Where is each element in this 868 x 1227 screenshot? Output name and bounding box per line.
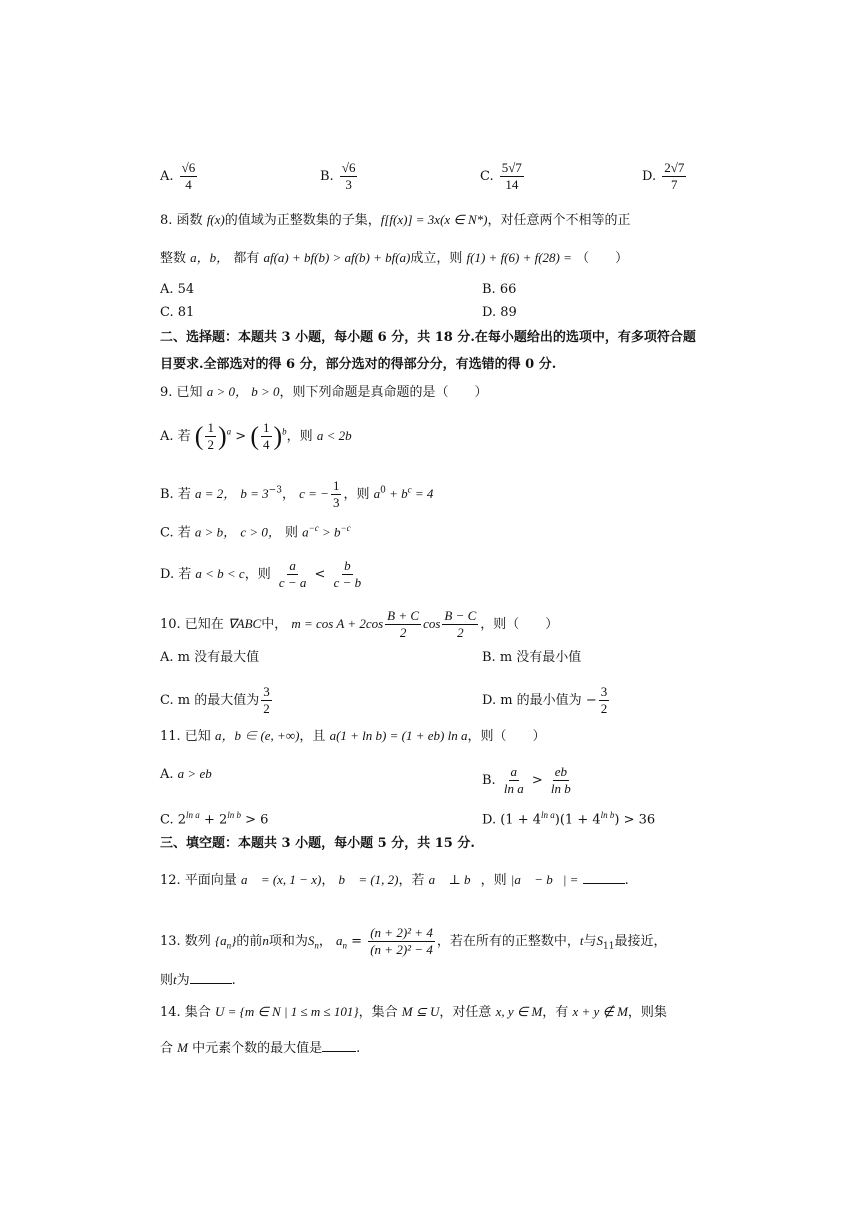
exponent: ln b <box>600 810 615 820</box>
math: + b <box>385 486 408 501</box>
text: 项和为 <box>268 934 308 949</box>
numerator: b <box>344 558 351 573</box>
text: 8. 函数 <box>160 213 203 228</box>
denominator: c − a <box>278 575 307 590</box>
denominator: 2 <box>457 625 464 640</box>
denominator: 3 <box>345 177 352 192</box>
math: c > 0， <box>240 524 281 540</box>
text: 成立，则 <box>410 251 463 266</box>
text: 整数 <box>160 251 187 266</box>
q10-option-b: B. m 没有最小值 <box>482 650 582 665</box>
exponent: 0 <box>380 485 386 496</box>
section2-heading-line1: 二、选择题：本题共 3 小题，每小题 6 分，共 18 分.在每小题给出的选项中，有多项符合题 <box>160 330 696 345</box>
math: + 2 <box>199 812 228 828</box>
numerator: 2√7 <box>664 160 685 175</box>
text: ，则集 <box>627 1005 667 1020</box>
q13-stem-line2 <box>160 970 236 991</box>
math: a⃗ = (x, 1 − x) <box>240 872 322 887</box>
q9-stem <box>160 382 488 403</box>
q8-stem-line1 <box>160 210 631 231</box>
math: a，b ∈ (e, +∞) <box>214 728 300 743</box>
text: 为 <box>176 973 190 988</box>
text: 中元素个数的最大值是 <box>192 1041 323 1056</box>
q7-option-c <box>480 160 526 193</box>
exponent: c <box>407 484 412 495</box>
text: 14. 集合 <box>160 1005 211 1020</box>
q11-option-d <box>482 805 655 830</box>
denominator: (n + 2)² − 4 <box>370 942 433 957</box>
denominator: 14 <box>505 177 519 192</box>
fraction <box>500 160 524 193</box>
numerator: (n + 2)² + 4 <box>370 925 433 940</box>
math: cos <box>423 616 441 631</box>
text: C. m 的最大值为 <box>160 693 260 708</box>
numerator: 3 <box>600 684 608 699</box>
q10-stem <box>160 608 558 641</box>
math: a <box>302 524 309 540</box>
fraction <box>277 558 309 591</box>
numerator: √6 <box>181 160 196 175</box>
text: 最接近， <box>614 934 667 949</box>
text: 则 <box>160 973 174 988</box>
math: = 4 <box>411 486 434 501</box>
math: t <box>173 972 177 987</box>
operator: > <box>531 773 543 788</box>
denominator: 3 <box>332 495 340 510</box>
denominator: 2 <box>600 701 608 716</box>
math: m = cos A + 2cos <box>291 616 384 631</box>
numerator: B − C <box>444 608 477 623</box>
numerator: 1 <box>332 478 340 493</box>
math: M <box>177 1040 188 1055</box>
fraction <box>340 160 358 193</box>
numerator: a <box>289 558 296 573</box>
q8-option-b: B. 66 <box>482 282 517 297</box>
math: {a <box>214 933 227 948</box>
operator: > <box>235 429 247 444</box>
text: 11. 已知 <box>160 729 211 744</box>
exponent: a <box>226 426 232 437</box>
answer-paren: （ ） <box>576 251 629 266</box>
text: ，若在所有的正整数中， <box>436 934 580 949</box>
paren: ) <box>217 421 227 451</box>
text: D. m 的最小值为 − <box>482 693 597 708</box>
exponent: b <box>282 426 287 437</box>
math: a <box>336 933 343 948</box>
q8-option-d: D. 89 <box>482 305 517 320</box>
text: . <box>624 873 629 888</box>
text: ，有 <box>542 1005 569 1020</box>
numerator: 1 <box>207 420 214 435</box>
numerator: √6 <box>341 160 356 175</box>
fraction <box>331 478 342 511</box>
q8-option-c: C. 81 <box>160 305 195 320</box>
math: a > 0， b > 0 <box>206 384 280 399</box>
text: ，则 <box>343 487 370 502</box>
fraction <box>332 558 364 591</box>
subscript: n <box>314 940 319 951</box>
subscript: n <box>226 940 232 951</box>
q10-option-c <box>160 684 274 717</box>
option-label: B. <box>320 169 334 184</box>
operator: < <box>314 567 326 582</box>
option-label: C. 若 <box>160 525 191 541</box>
numerator: B + C <box>387 608 420 623</box>
math: a(1 + ln b) = (1 + eb) ln a <box>329 728 468 743</box>
q11-option-a <box>160 764 212 785</box>
math: S <box>596 933 603 948</box>
option-label: D. 若 <box>160 567 192 582</box>
option-label: B. <box>482 773 496 788</box>
math: f(x) <box>206 212 225 227</box>
q7-option-b <box>320 160 359 193</box>
text: 都有 <box>233 251 260 266</box>
text: ，则 <box>480 873 507 888</box>
text: ， <box>321 873 335 888</box>
math: a⃗ ⊥ b⃗ <box>428 872 481 887</box>
exponent: −c <box>308 523 319 533</box>
text: ，则下列命题是真命题的是（ ） <box>279 385 488 400</box>
numerator: 5√7 <box>501 160 522 175</box>
exponent: ln a <box>186 810 200 820</box>
math: S <box>307 933 315 948</box>
answer-blank <box>322 1039 356 1052</box>
q7-option-d <box>642 160 688 193</box>
math: af(a) + bf(b) > af(b) + bf(a) <box>263 250 411 265</box>
math: (1 + 4 <box>500 812 542 828</box>
text: ，集合 <box>358 1005 398 1020</box>
denominator: 7 <box>671 177 678 192</box>
math: M ⊆ U <box>401 1004 440 1019</box>
paren: ) <box>273 421 283 451</box>
text: . <box>356 1041 361 1056</box>
math: a = 2， <box>194 486 237 501</box>
math: t <box>579 933 584 948</box>
text: ，则（ ） <box>467 729 546 744</box>
fraction <box>502 764 526 797</box>
fraction <box>205 420 216 453</box>
text: 合 <box>160 1041 174 1056</box>
fraction <box>261 684 272 717</box>
denominator: 2 <box>399 625 407 640</box>
text: 则 <box>285 525 299 541</box>
q9-option-a <box>160 420 352 453</box>
text: 10. 已知在 <box>160 617 224 632</box>
q10-option-d <box>482 684 611 717</box>
fraction <box>180 160 198 193</box>
numerator: 1 <box>263 420 270 435</box>
text: 与 <box>583 934 597 949</box>
math: = <box>347 934 363 949</box>
text: ，若 <box>398 873 425 888</box>
denominator: 2 <box>263 701 270 716</box>
denominator: 2 <box>207 437 214 452</box>
option-label: C. <box>480 169 494 184</box>
text: ，对任意两个不相等的正 <box>487 213 631 228</box>
section2-heading-line2: 目要求.全部选对的得 6 分，部分选对的得部分分，有选错的得 0 分. <box>160 357 557 372</box>
math: a，b， <box>190 250 230 265</box>
text: . <box>231 973 236 988</box>
numerator: 3 <box>263 684 270 699</box>
answer-blank <box>583 871 625 884</box>
math: ) > 36 <box>614 812 656 828</box>
fraction <box>442 608 478 641</box>
math: f[f(x)] = 3x(x ∈ N*) <box>380 212 488 227</box>
subscript: n <box>342 940 348 951</box>
q9-option-d <box>160 558 365 591</box>
option-label: A. <box>160 169 174 184</box>
paren: ( <box>194 421 204 451</box>
q9-option-c <box>160 518 351 543</box>
text: ，则 <box>286 429 313 444</box>
math: a < 2b <box>316 428 352 443</box>
denominator: ln b <box>550 781 571 796</box>
text: ， <box>318 934 332 949</box>
q7-option-a <box>160 160 199 193</box>
math: } <box>231 933 237 948</box>
math: x + y ∉ M <box>572 1004 628 1019</box>
text: 的值域为正整数集的子集， <box>224 213 381 228</box>
math: > 6 <box>241 812 269 828</box>
text: 9. 已知 <box>160 385 203 400</box>
q11-stem <box>160 726 545 747</box>
math: a < b < c <box>195 566 245 581</box>
text: ， <box>281 487 295 502</box>
math: )(1 + 4 <box>554 812 601 828</box>
numerator: eb <box>554 764 567 779</box>
math: b⃗ = (1, 2) <box>338 872 399 887</box>
text: 中， <box>261 617 288 632</box>
denominator: c − b <box>333 575 362 590</box>
subscript: 11 <box>602 941 615 952</box>
math: U = {m ∈ N | 1 ≤ m ≤ 101} <box>214 1004 359 1019</box>
math: a > eb <box>177 766 212 781</box>
fraction <box>662 160 686 193</box>
exponent: ln a <box>541 810 555 820</box>
text: 13. 数列 <box>160 934 211 949</box>
q9-option-b <box>160 478 433 511</box>
math: 2 <box>177 812 187 828</box>
text: ，且 <box>299 729 326 744</box>
math: |a⃗ − b⃗| = <box>510 872 579 887</box>
fraction <box>368 925 435 958</box>
fraction <box>261 420 272 453</box>
q12-stem <box>160 870 629 891</box>
math: f(1) + f(6) + f(28) = <box>466 250 572 265</box>
text: ，则（ ） <box>480 617 559 632</box>
math: > b <box>318 524 341 540</box>
q8-option-a: A. 54 <box>160 282 195 297</box>
text: ，对任意 <box>439 1005 492 1020</box>
q11-option-b <box>482 764 575 797</box>
option-label: D. <box>642 169 657 184</box>
section3-heading: 三、填空题：本题共 3 小题，每小题 5 分，共 15 分. <box>160 836 475 851</box>
option-label: C. <box>160 812 174 828</box>
answer-blank <box>190 971 232 984</box>
q10-option-a: A. m 没有最大值 <box>160 650 260 665</box>
option-label: A. 若 <box>160 429 191 444</box>
exponent: ln b <box>227 810 242 820</box>
denominator: 4 <box>263 437 270 452</box>
denominator: ln a <box>503 781 524 796</box>
q13-stem-line1 <box>160 925 666 958</box>
q8-stem-line2 <box>160 248 628 269</box>
denominator: 4 <box>185 177 192 192</box>
option-label: B. 若 <box>160 487 191 502</box>
math: b = 3 <box>240 486 269 501</box>
option-label: D. <box>482 812 497 828</box>
fraction <box>549 764 573 797</box>
math: c = − <box>299 486 329 501</box>
math: a <box>373 486 381 501</box>
exponent: −c <box>340 523 351 533</box>
text: 的前 <box>236 934 263 949</box>
text: 12. 平面向量 <box>160 873 237 888</box>
q14-stem-line1 <box>160 1002 667 1023</box>
numerator: a <box>510 764 518 779</box>
text: ，则 <box>244 567 271 582</box>
q11-option-c <box>160 805 268 830</box>
math: n <box>262 933 269 948</box>
math: ∇ABC <box>227 616 262 631</box>
math: x, y ∈ M <box>495 1004 543 1019</box>
fraction <box>385 608 421 641</box>
paren: ( <box>250 421 259 451</box>
math: a > b， <box>194 524 237 540</box>
option-label: A. <box>160 767 174 782</box>
exponent: −3 <box>268 485 282 496</box>
q14-stem-line2 <box>160 1038 360 1059</box>
fraction <box>599 684 610 717</box>
